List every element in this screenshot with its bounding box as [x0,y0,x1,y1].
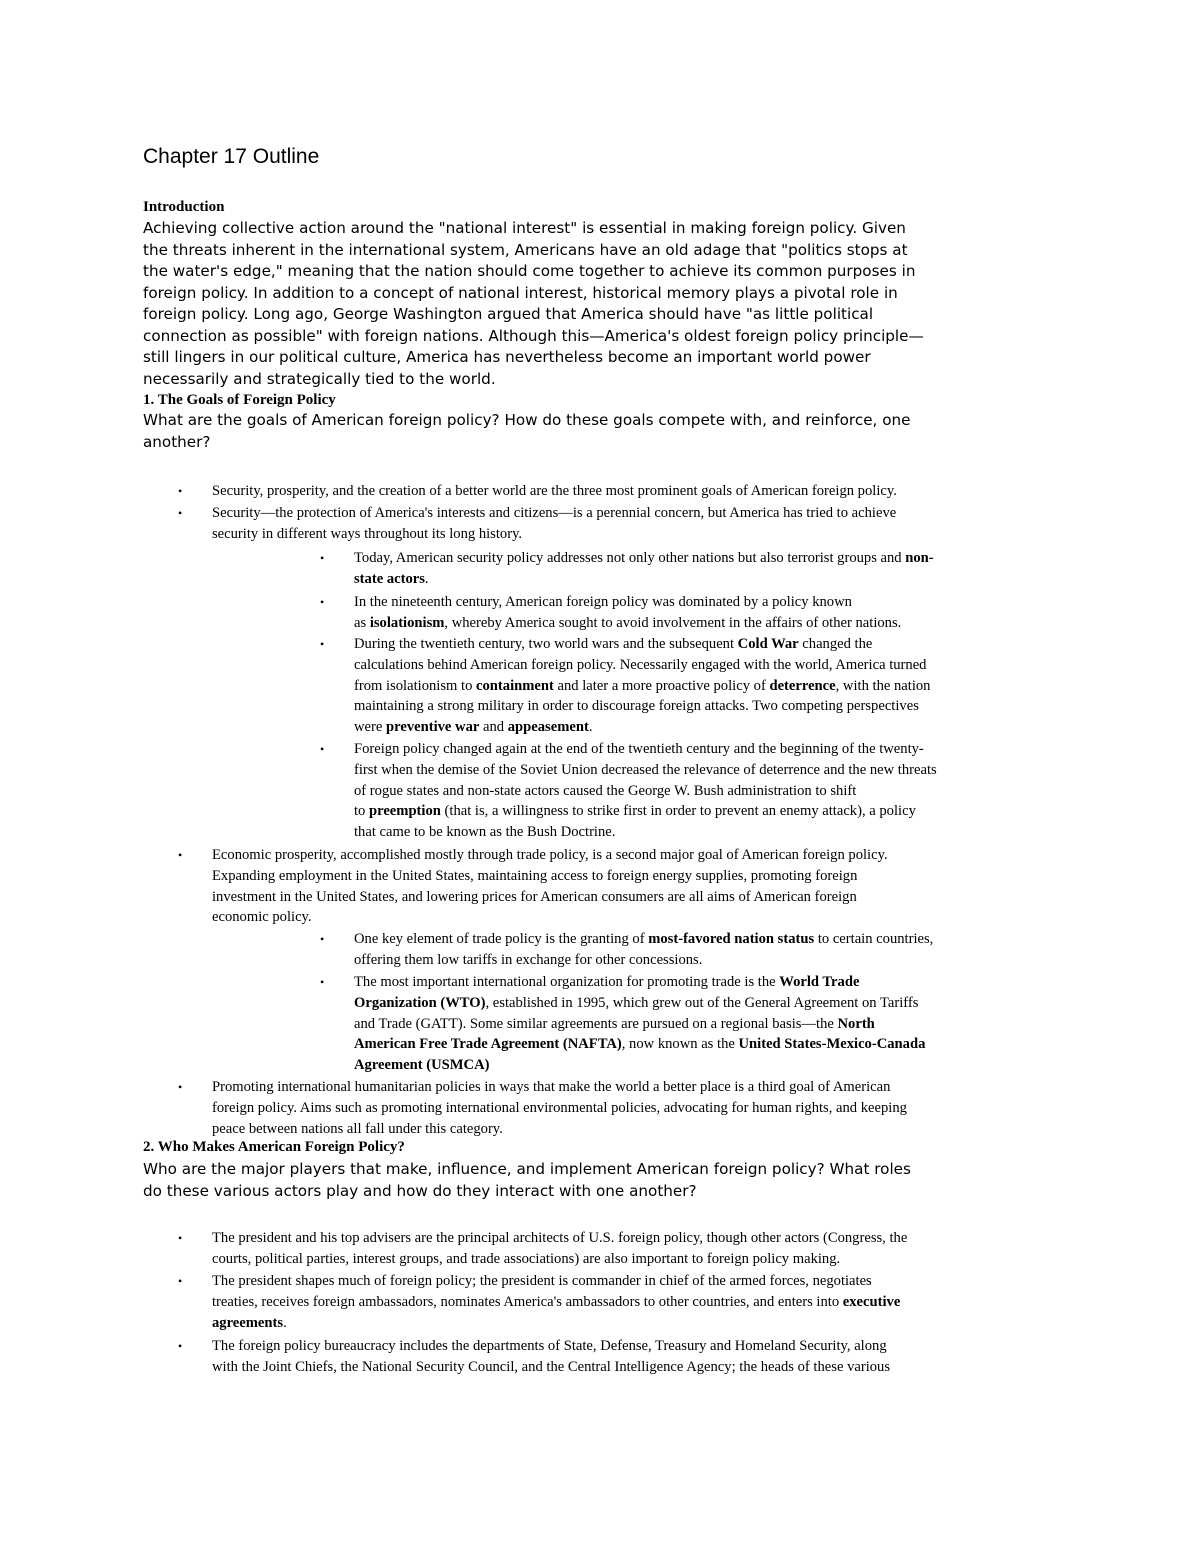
key-term: preventive war [386,719,480,736]
list-item-text: that came to be known as the Bush Doctrine. [354,824,616,841]
list-item [178,503,1072,545]
list-item-text: foreign policy. Aims such as promoting international environmental policies, advocating for human rights, and keeping [212,1099,907,1116]
key-term: Organization (WTO) [354,994,486,1011]
list-item-text: of rogue states and non-state actors caused the George W. Bush administration to shift [354,782,857,799]
section1-question [143,410,1053,453]
list-item-text: . [588,719,593,736]
list-item [320,592,1074,634]
key-term: state actors [354,570,425,587]
section2-heading: 2. Who Makes American Foreign Policy? [143,1139,405,1155]
list-item [178,1271,1072,1333]
intro-line: the threats inherent in the international system, Americans have an old adage that "politics stops at [143,240,908,259]
list-item-text: The most important international organization for promoting trade is the [354,974,780,990]
list-item-text: The foreign policy bureaucracy includes the departments of State, Defense, Treasury and Homeland Security, along [212,1338,887,1354]
list-item-text: The president and his top advisers are the principal architects of U.S. foreign policy, though other actors (Congress, the [212,1230,908,1246]
list-item-text: Economic prosperity, accomplished mostly through trade policy, is a second major goal of American foreign policy. [212,847,888,863]
list-item [320,972,1074,1076]
list-item-text: , with the nation [835,677,931,694]
key-term: deterrence [769,677,836,694]
question-line: do these various actors play and how do they interact with one another? [143,1181,697,1200]
list-item-text: were [354,719,387,736]
intro-line: the water's edge," meaning that the nation should come together to achieve its common purposes in [143,262,916,280]
list-item-text: security in different ways throughout its long history. [212,525,523,542]
list-item-text: Expanding employment in the United States, maintaining access to foreign energy supplies, promoting foreign [212,867,858,884]
list-item-text: peace between nations all fall under this category. [212,1120,503,1137]
key-term: Agreement (USMCA) [354,1057,490,1074]
list-item-text: During the twentieth century, two world wars and the subsequent [354,636,738,652]
intro-paragraph [143,218,1053,390]
list-item-text: (that is, a willingness to strike first in order to prevent an enemy attack), a policy [440,803,916,820]
list-item-text: The president shapes much of foreign policy; the president is commander in chief of the armed forces, negotiates [212,1273,872,1289]
bullet-icon: • [178,506,183,520]
list-item-text: from isolationism to [354,677,477,694]
bullet-icon: • [320,595,325,609]
list-item-text: and [479,719,508,736]
bullet-icon: • [178,1231,183,1245]
list-item-text: changed the [798,636,873,652]
key-term: most-favored nation status [648,931,815,947]
page-title: Chapter 17 Outline [143,145,320,168]
list-item-text: Today, American security policy addresses not only other nations but also terrorist groups and [354,550,906,566]
list-item [320,548,1074,590]
key-term: World Trade [779,974,860,990]
key-term: non- [905,550,934,566]
key-term: agreements [212,1314,284,1331]
list-item-text: In the nineteenth century, American foreign policy was dominated by a policy known [354,594,852,610]
key-term: American Free Trade Agreement (NAFTA) [354,1036,622,1053]
list-item [178,1077,1072,1139]
list-item-text: with the Joint Chiefs, the National Security Council, and the Central Intelligence Agency; the heads of these various [212,1358,891,1375]
list-item-text: and Trade (GATT). Some similar agreements are pursued on a regional basis—the [354,1015,838,1032]
bullet-icon: • [178,1274,183,1288]
bullet-icon: • [178,484,183,498]
key-term: containment [476,677,554,694]
question-line: another? [143,432,211,451]
bullet-icon: • [320,932,325,946]
list-item [178,1336,1072,1378]
key-term: executive [842,1293,901,1310]
key-term: isolationism [369,614,445,631]
list-item [178,845,1072,928]
list-item-text: calculations behind American foreign policy. Necessarily engaged with the world, America turned [354,656,927,673]
list-item-text: first when the demise of the Soviet Union decreased the relevance of deterrence and the new threats [354,761,937,778]
key-term: Cold War [737,636,799,652]
list-item-text: Foreign policy changed again at the end of the twentieth century and the beginning of the twenty- [354,741,924,757]
list-item-text: One key element of trade policy is the granting of [354,931,649,947]
intro-line: connection as possible" with foreign nations. Although this—America's oldest foreign policy principle— [143,326,924,345]
list-item-text: investment in the United States, and lowering prices for American consumers are all aims of American foreign [212,888,857,905]
list-item [320,929,1074,971]
list-item-text: , whereby America sought to avoid involvement in the affairs of other nations. [444,614,902,631]
key-term: preemption [369,803,441,820]
list-item-text: . [424,570,429,587]
bullet-icon: • [320,551,325,565]
intro-heading: Introduction [143,199,225,215]
question-line: What are the goals of American foreign policy? How do these goals compete with, and reinforce, one [143,411,911,429]
bullet-icon: • [178,1339,183,1353]
key-term: United States-Mexico-Canada [738,1036,926,1053]
key-term: appeasement [507,719,589,736]
list-item-text: courts, political parties, interest groups, and trade associations) are also important to foreign policy making. [212,1250,841,1267]
intro-line: foreign policy. Long ago, George Washington argued that America should have "as little political [143,305,874,323]
intro-line: necessarily and strategically tied to the world. [143,369,496,388]
list-item-text: . [283,1314,287,1331]
bullet-icon: • [320,637,325,651]
list-item-text: and later a more proactive policy of [553,677,770,694]
list-item [320,634,1074,738]
bullet-icon: • [178,1080,183,1094]
list-item-text: , now known as the [621,1036,739,1053]
intro-line: foreign policy. In addition to a concept of national interest, historical memory plays a pivotal role in [143,283,898,302]
bullet-icon: • [178,848,183,862]
list-item-text: to [354,803,369,820]
list-item [320,739,1074,843]
list-item-text: Security—the protection of America's interests and citizens—is a perennial concern, but America has tried to achieve [212,505,897,521]
list-item-text: , established in 1995, which grew out of the General Agreement on Tariffs [485,994,919,1011]
list-item-text: Security, prosperity, and the creation of a better world are the three most prominent goals of American foreign policy. [212,483,897,499]
list-item [178,1228,1072,1270]
intro-line: still lingers in our political culture, America has nevertheless become an important world power [143,348,871,366]
section1-heading: 1. The Goals of Foreign Policy [143,392,336,408]
intro-line: Achieving collective action around the "national interest" is essential in making foreign policy. Given [143,219,906,237]
list-item-text: maintaining a strong military in order to discourage foreign attacks. Two competing perspectives [354,698,919,715]
list-item [178,481,1072,502]
list-item-text: Promoting international humanitarian policies in ways that make the world a better place is a third goal of American [212,1079,891,1095]
section2-question [143,1159,1053,1202]
list-item-text: treaties, receives foreign ambassadors, nominates America's ambassadors to other countries, and enters into [212,1293,843,1310]
list-item-text: economic policy. [212,909,312,926]
list-item-text: to certain countries, [814,931,934,947]
key-term: North [837,1015,875,1032]
list-item-text: offering them low tariffs in exchange for other concessions. [354,951,703,968]
question-line: Who are the major players that make, influence, and implement American foreign policy? What roles [143,1160,911,1178]
bullet-icon: • [320,975,325,989]
bullet-icon: • [320,742,325,756]
list-item-text: as [354,614,370,631]
